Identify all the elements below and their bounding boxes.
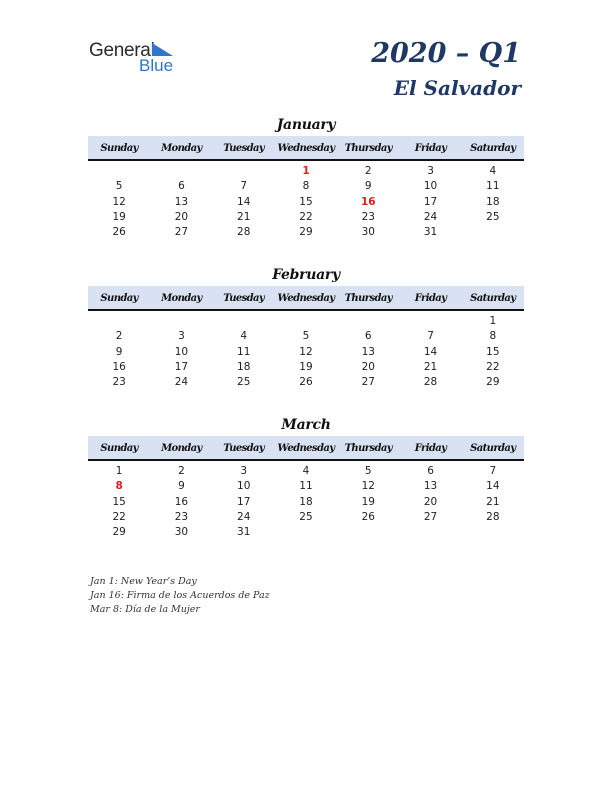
day-cell: 16 [174,495,189,508]
day-cell: 14 [237,195,251,208]
day-cell [150,314,212,329]
day-cell: 13 [361,345,375,358]
day-cell: 4 [489,165,497,177]
day-cell: 18 [237,360,251,373]
weekday-saturday: Saturday [470,443,516,454]
holiday-note: Jan 16: Firma de los Acuerdos de Paz [90,590,270,601]
day-cell: 10 [237,480,251,493]
day-cell: 21 [423,360,438,373]
day-cell: 7 [240,180,248,193]
day-cell [275,525,337,540]
weekday-friday: Friday [414,443,447,454]
day-cell: 13 [174,195,189,208]
day-cell: 2 [178,465,185,477]
day-cell: 11 [237,345,251,358]
week-row [88,479,524,494]
day-cell: 6 [427,465,434,477]
day-cell: 12 [112,195,126,208]
day-cell: 5 [364,465,372,477]
day-cell: 25 [237,376,251,389]
day-cell: 4 [240,330,248,343]
day-cell: 15 [112,495,126,508]
day-cell: 19 [361,495,375,508]
week-row [88,360,524,375]
week-row [88,375,524,390]
day-cell: 12 [361,480,375,493]
holiday-note: Mar 8: Día de la Mujer [90,604,200,615]
day-cell: 20 [174,210,189,223]
day-cell [462,525,524,540]
day-cell: 26 [299,376,313,389]
day-cell: 29 [299,226,313,239]
month-name: January [276,117,336,133]
weekday-tuesday: Tuesday [223,293,265,304]
day-cell: 4 [302,465,310,477]
day-cell: 24 [423,210,438,223]
holiday-date: 8 [115,480,123,493]
week-row [88,195,524,210]
day-cell: 12 [299,345,313,358]
day-cell: 24 [174,376,189,389]
weekday-thursday: Thursday [344,443,392,454]
day-cell: 9 [178,480,185,493]
day-cell: 6 [178,180,185,193]
weekday-wednesday: Wednesday [277,143,335,154]
weekday-tuesday: Tuesday [223,443,265,454]
day-cell [213,164,275,179]
day-cell [337,525,399,540]
day-cell [462,225,524,240]
holiday-notes [90,575,270,617]
weekday-tuesday: Tuesday [223,143,265,154]
month-name: March [281,417,331,433]
weekday-wednesday: Wednesday [277,443,335,454]
week-row [88,464,524,479]
day-cell: 22 [112,510,126,523]
day-cell [399,525,461,540]
day-cell: 7 [427,330,434,343]
day-cell: 25 [486,210,500,223]
logo-flag-icon [152,43,173,56]
day-cell: 22 [486,360,500,373]
day-cell: 27 [423,510,438,523]
weekday-header [88,136,524,161]
month-january [88,116,524,240]
day-cell: 17 [174,360,189,373]
weekday-sunday: Sunday [100,143,138,154]
holiday-note: Jan 1: New Year’s Day [90,576,197,587]
day-cell [275,314,337,329]
weekday-monday: Monday [161,293,202,304]
day-cell [150,164,212,179]
week-row [88,329,524,344]
day-cell: 20 [361,360,375,373]
weekday-sunday: Sunday [100,443,138,454]
holiday-date: 1 [302,165,310,177]
day-cell: 26 [112,226,126,239]
week-row [88,510,524,525]
day-cell: 1 [115,465,123,477]
day-cell: 17 [423,195,438,208]
day-cell: 14 [486,480,500,493]
day-cell: 7 [489,465,497,477]
day-cell: 15 [299,195,313,208]
day-cell: 28 [486,510,500,523]
week-row [88,345,524,360]
day-cell: 22 [299,210,313,223]
weekday-header [88,286,524,311]
day-cell: 17 [237,495,251,508]
day-cell: 21 [486,495,500,508]
weekday-friday: Friday [414,293,447,304]
day-cell: 25 [299,510,313,523]
day-cell: 29 [112,526,126,539]
day-cell: 28 [237,226,251,239]
weekday-saturday: Saturday [470,143,516,154]
week-row [88,525,524,540]
day-cell: 29 [486,376,500,389]
day-cell: 3 [178,330,185,343]
weekday-sunday: Sunday [100,293,138,304]
page-title: 2020 – Q1 [371,38,521,69]
day-cell: 9 [115,345,123,358]
day-cell: 1 [489,315,497,327]
day-cell: 19 [112,210,126,223]
week-row [88,179,524,194]
week-row [88,495,524,510]
day-cell [88,314,150,329]
day-cell: 30 [361,226,375,239]
day-cell: 5 [115,180,123,193]
day-cell: 8 [302,180,310,193]
day-cell: 31 [237,526,251,539]
logo-blue-text: Blue [139,56,174,75]
week-row [88,225,524,240]
week-row [88,314,524,329]
day-cell: 20 [423,495,438,508]
day-cell: 18 [486,195,500,208]
week-row [88,164,524,179]
day-cell: 14 [423,345,438,358]
day-cell: 8 [489,330,497,343]
day-cell: 6 [364,330,372,343]
day-cell: 11 [486,180,500,193]
day-cell: 13 [423,480,438,493]
day-cell: 16 [112,360,126,373]
weekday-header [88,436,524,461]
logo-general-text: General [89,40,155,61]
day-cell [88,164,150,179]
day-cell: 5 [302,330,310,343]
weekday-friday: Friday [414,143,447,154]
day-cell [337,314,399,329]
weekday-thursday: Thursday [344,143,392,154]
day-cell: 23 [174,510,189,523]
day-cell: 3 [240,465,248,477]
day-cell: 15 [486,345,500,358]
weekday-thursday: Thursday [344,293,392,304]
day-cell: 31 [423,226,438,239]
weekday-monday: Monday [161,143,202,154]
day-cell: 2 [115,330,123,343]
country-name: El Salvador [393,76,521,100]
day-cell: 27 [174,226,189,239]
day-cell: 10 [423,180,438,193]
day-cell [399,314,461,329]
day-cell: 3 [427,165,434,177]
month-name: February [272,267,340,283]
day-cell: 19 [299,360,313,373]
day-cell: 26 [361,510,375,523]
day-cell: 27 [361,376,375,389]
day-cell: 28 [423,376,438,389]
month-march [88,416,524,540]
day-cell: 10 [174,345,189,358]
day-cell: 23 [361,210,375,223]
logo [89,40,189,76]
holiday-date: 16 [360,195,376,208]
weekday-saturday: Saturday [470,293,516,304]
day-cell [213,314,275,329]
week-row [88,210,524,225]
day-cell: 21 [237,210,251,223]
day-cell: 11 [299,480,313,493]
day-cell: 9 [364,180,372,193]
day-cell: 23 [112,376,126,389]
weekday-wednesday: Wednesday [277,293,335,304]
day-cell: 30 [174,526,189,539]
day-cell: 18 [299,495,313,508]
day-cell: 2 [364,165,372,177]
day-cell: 24 [237,510,251,523]
month-february [88,266,524,390]
weekday-monday: Monday [161,443,202,454]
